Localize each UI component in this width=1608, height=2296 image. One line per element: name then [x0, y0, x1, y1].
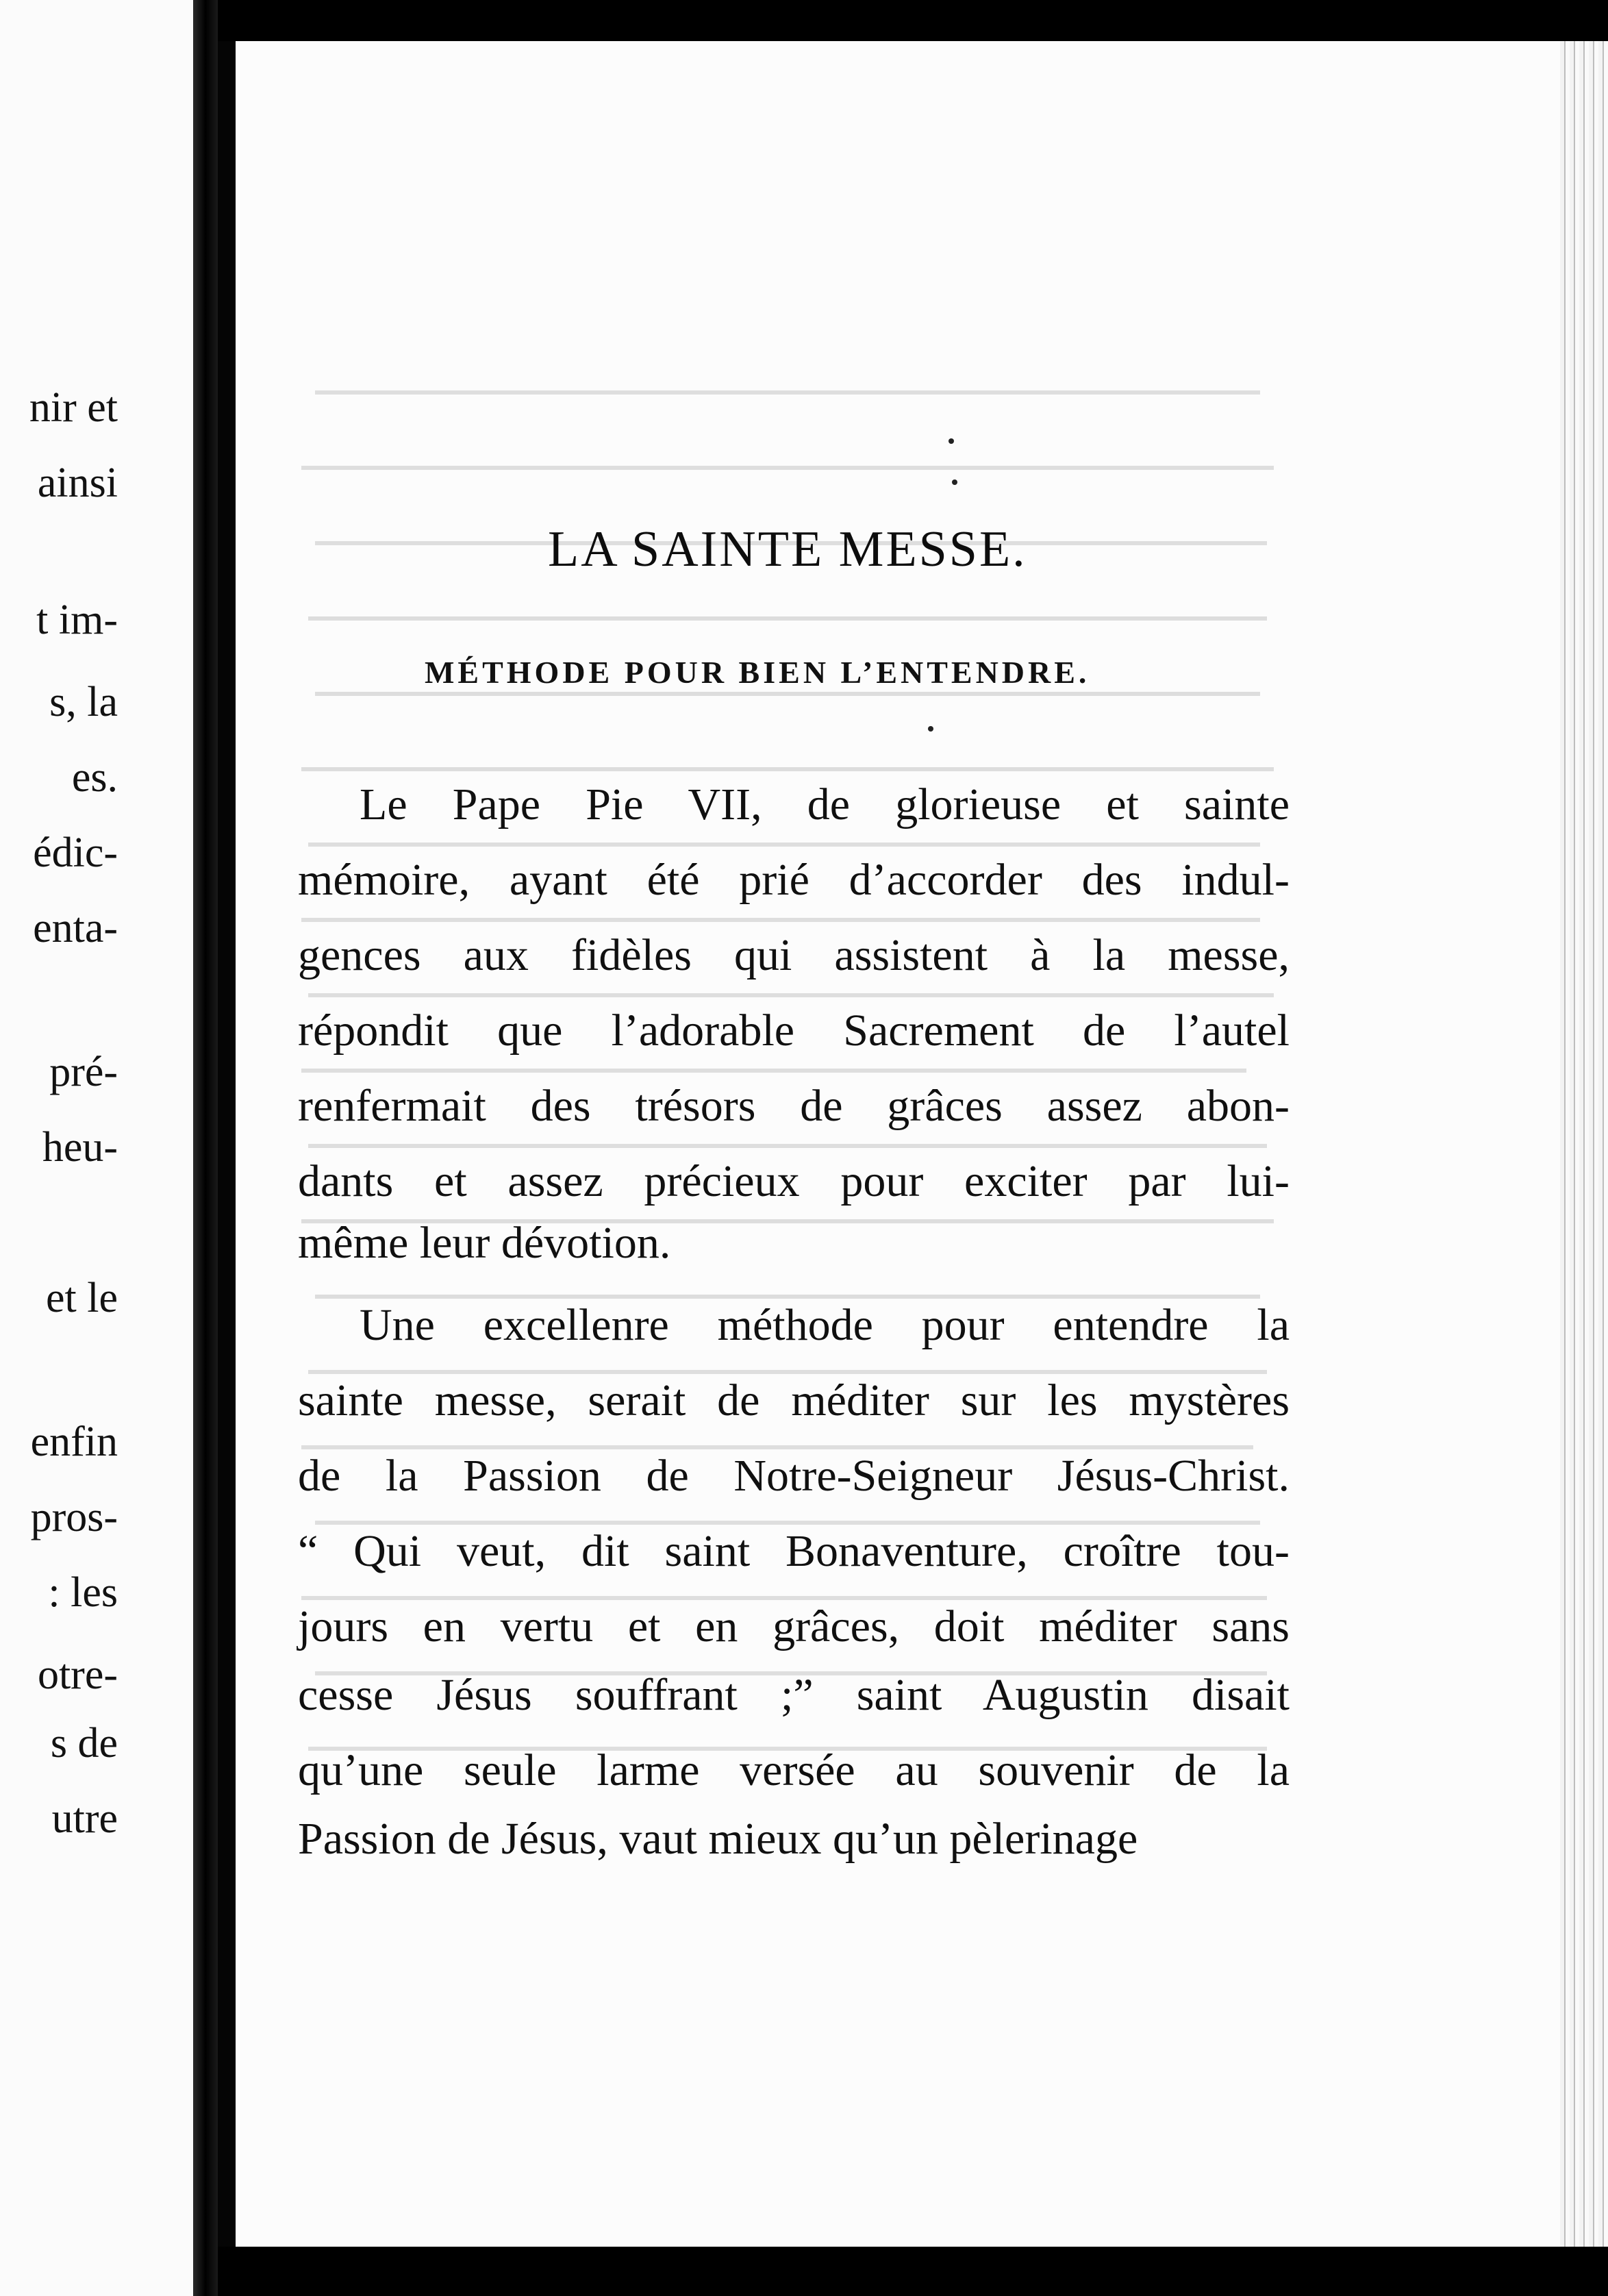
- page-subtitle: MÉTHODE POUR BIEN L’ENTENDRE.: [425, 655, 1090, 690]
- paragraph-line: qu’une seule larme versée au souvenir de la: [298, 1745, 1290, 1795]
- ink-speck: [949, 438, 954, 444]
- paragraph-line: même leur dévotion.: [298, 1218, 671, 1268]
- paragraph-line: Passion de Jésus, vaut mieux qu’un pèlerinage: [298, 1814, 1138, 1864]
- paragraph-line: renfermait des trésors de grâces assez abon-: [298, 1081, 1290, 1131]
- left-page-line: nir et: [29, 384, 118, 431]
- left-page-line: heu-: [42, 1124, 118, 1171]
- left-page-line: s de: [50, 1720, 118, 1767]
- left-page-line: s, la: [49, 679, 118, 725]
- paragraph-line: Le Pape Pie VII, de glorieuse et sainte: [360, 779, 1290, 829]
- left-page-line: pré-: [49, 1049, 118, 1095]
- paragraph-line: Une excellenre méthode pour entendre la: [360, 1300, 1290, 1350]
- left-page-line: enfin: [30, 1419, 118, 1465]
- paragraph-line: jours en vertu et en grâces, doit méditer sans: [298, 1601, 1290, 1651]
- book-gutter: [193, 0, 218, 2296]
- paragraph-line: mémoire, ayant été prié d’accorder des indul-: [298, 855, 1290, 905]
- left-page-line: t im-: [36, 597, 118, 643]
- left-page-line: et le: [46, 1275, 118, 1321]
- left-page-line: : les: [48, 1569, 118, 1616]
- ink-speck: [928, 726, 933, 732]
- paragraph-line: dants et assez précieux pour exciter par lui-: [298, 1156, 1290, 1206]
- left-page-line: ainsi: [37, 460, 118, 506]
- left-page-line: enta-: [33, 905, 118, 951]
- paragraph-line: cesse Jésus souffrant ;” saint Augustin disait: [298, 1670, 1290, 1720]
- ink-speck: [952, 479, 957, 485]
- left-page-line: pros-: [30, 1494, 118, 1540]
- paragraph-line: “ Qui veut, dit saint Bonaventure, croître tou-: [298, 1526, 1290, 1576]
- left-page: [0, 0, 193, 2296]
- left-page-line: utre: [51, 1795, 118, 1842]
- left-page-line: otre-: [37, 1651, 118, 1698]
- paragraph-line: répondit que l’adorable Sacrement de l’autel: [298, 1006, 1290, 1056]
- paragraph-line: gences aux fidèles qui assistent à la messe,: [298, 930, 1290, 980]
- paragraph-line: de la Passion de Notre-Seigneur Jésus-Christ.: [298, 1451, 1290, 1501]
- paragraph-line: sainte messe, serait de méditer sur les mystères: [298, 1375, 1290, 1425]
- page-edges: [1560, 41, 1608, 2247]
- left-page-line: es.: [71, 754, 118, 801]
- page-title: LA SAINTE MESSE.: [548, 521, 1027, 577]
- left-page-line: édic-: [33, 829, 118, 876]
